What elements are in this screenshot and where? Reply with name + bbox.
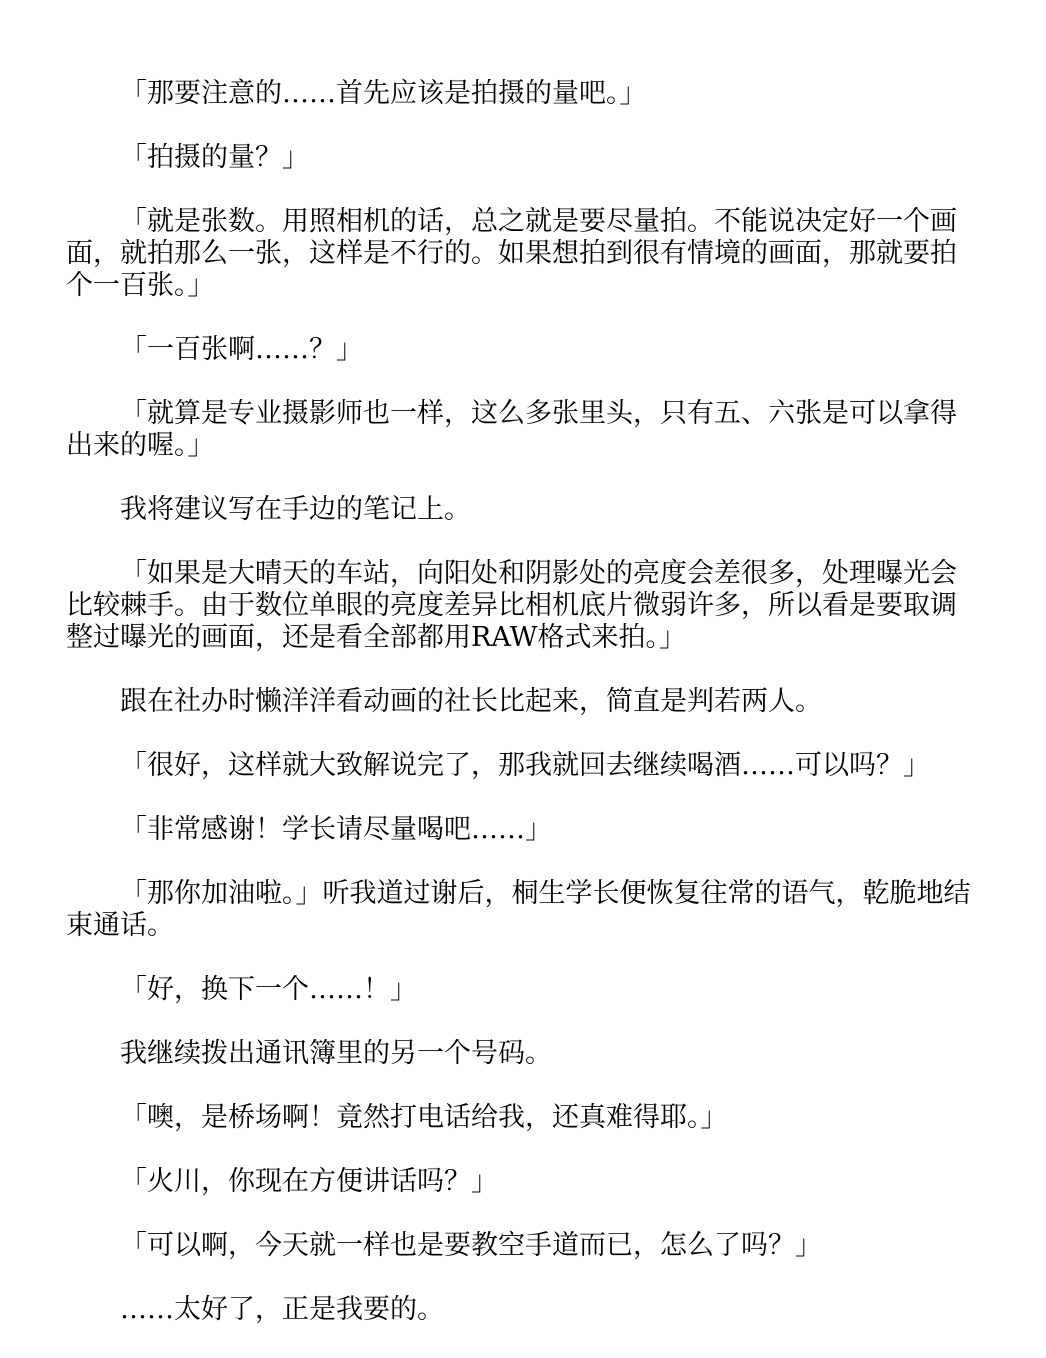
- paragraph: 「就是张数。用照相机的话，总之就是要尽量拍。不能说决定好一个画面，就拍那么一张，这样是不行的。如果想拍到很有情境的画面，那就要拍个一百张。」: [66, 206, 957, 301]
- paragraph: 「一百张啊……？」: [120, 334, 363, 365]
- paragraph: 「很好，这样就大致解说完了，那我就回去继续喝酒……可以吗？」: [120, 750, 930, 781]
- paragraph: 我继续拨出通讯簿里的另一个号码。: [120, 1038, 552, 1069]
- paragraph: 「如果是大晴天的车站，向阳处和阴影处的亮度会差很多，处理曝光会比较棘手。由于数位单眼的亮度差异比相机底片微弱许多，所以看是要取调整过曝光的画面，还是看全部都用RAW格式来拍。」: [66, 558, 957, 653]
- paragraph: 跟在社办时懒洋洋看动画的社长比起来，简直是判若两人。: [120, 686, 822, 717]
- paragraph: 「拍摄的量？」: [120, 142, 309, 173]
- paragraph: 「那你加油啦。」听我道过谢后，桐生学长便恢复往常的语气，乾脆地结束通话。: [66, 878, 971, 941]
- paragraph: 「那要注意的……首先应该是拍摄的量吧。」: [120, 78, 647, 109]
- paragraph: 我将建议写在手边的笔记上。: [120, 494, 471, 525]
- document-page: [66, 78, 978, 1358]
- paragraph: 「好，换下一个……！」: [120, 974, 417, 1005]
- paragraph: 「可以啊，今天就一样也是要教空手道而已，怎么了吗？」: [120, 1230, 822, 1261]
- paragraph: 「噢，是桥场啊！竟然打电话给我，还真难得耶。」: [120, 1102, 728, 1133]
- paragraph: ……太好了，正是我要的。: [120, 1294, 444, 1325]
- paragraph: 「火川，你现在方便讲话吗？」: [120, 1166, 498, 1197]
- paragraph: 「非常感谢！学长请尽量喝吧……」: [120, 814, 552, 845]
- paragraph: 「就算是专业摄影师也一样，这么多张里头，只有五、六张是可以拿得出来的喔。」: [66, 398, 957, 461]
